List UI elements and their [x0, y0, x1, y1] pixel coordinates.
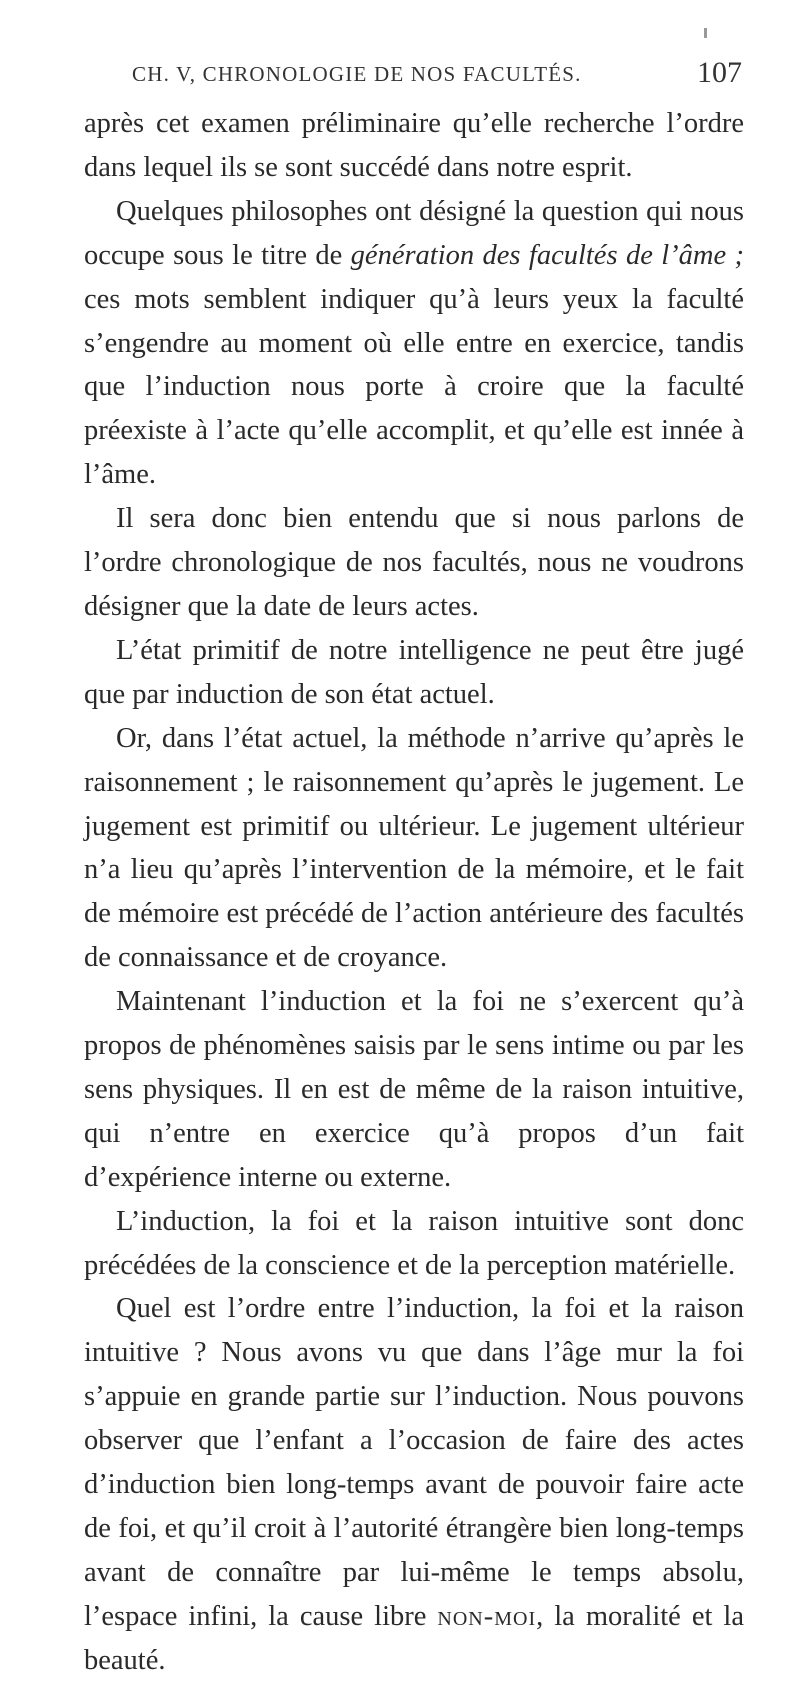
body-text	[84, 102, 744, 1683]
page-header	[132, 56, 742, 96]
paragraph-8	[84, 1287, 744, 1682]
running-head: CH. V, CHRONOLOGIE DE NOS FACULTÉS.	[132, 62, 582, 86]
paragraph-2-start: Quelques philosophes ont désigné la question qui nous occupe sous le titre de	[84, 195, 744, 271]
paragraph-1: après cet examen préliminaire qu’elle recherche l’ordre dans lequel ils se sont succédé dans notre esprit.	[84, 108, 744, 183]
page-number: 107	[697, 56, 742, 89]
italic-phrase: génération des facultés de l’âme ;	[350, 239, 744, 271]
paragraph-4: L’état primitif de notre intelligence ne peut être jugé que par induction de son état actuel.	[84, 634, 744, 710]
paragraph-3: Il sera donc bien entendu que si nous parlons de l’ordre chronologique de nos facultés, nous ne voudrons désigner que la date de leurs actes.	[84, 503, 744, 622]
paragraph-6: Maintenant l’induction et la foi ne s’exercent qu’à propos de phénomènes saisis par le sens intime ou par les sens physiques. Il en est de même de la raison intuitive, qui n’entre en exercice qu’à propos d’un fait d’expérience interne ou externe.	[84, 986, 744, 1193]
paragraph-2-end: ces mots semblent indiquer qu’à leurs yeux la faculté s’engendre au moment où elle entre en exercice, tandis que l’induction nous porte à croire que la faculté préexiste à l’acte qu’elle accomplit, et qu’elle est innée à l’âme.	[84, 283, 744, 491]
paragraph-8-start: Quel est l’ordre entre l’induction, la foi et la raison intuitive ? Nous avons vu que dans l’âge mur la foi s’appuie en grande partie sur l’induction. Nous pouvons observer que l’enfant a l’occasion de faire des actes d’induction bien long-temps avant de pouvoir faire acte de foi, et qu’il croit à l’autorité étrangère bien long-temps avant de connaître par lui-même le temps absolu, l’espace infini, la cause libre	[84, 1293, 744, 1632]
paragraph-7: L’induction, la foi et la raison intuitive sont donc précédées de la conscience et de la perception matérielle.	[84, 1205, 744, 1281]
small-caps-term: non-moi	[437, 1600, 537, 1632]
paragraph-2	[84, 190, 744, 497]
paragraph-8-end: , la moralité et la beauté.	[84, 1600, 744, 1676]
ink-speck	[704, 28, 707, 38]
paragraph-5: Or, dans l’état actuel, la méthode n’arrive qu’après le raisonnement ; le raisonnement qu’après le jugement. Le jugement est primitif ou ultérieur. Le jugement ultérieur n’a lieu qu’après l’intervention de la mémoire, et le fait de mémoire est précédé de l’action antérieure des facultés de connaissance et de croyance.	[84, 722, 744, 974]
